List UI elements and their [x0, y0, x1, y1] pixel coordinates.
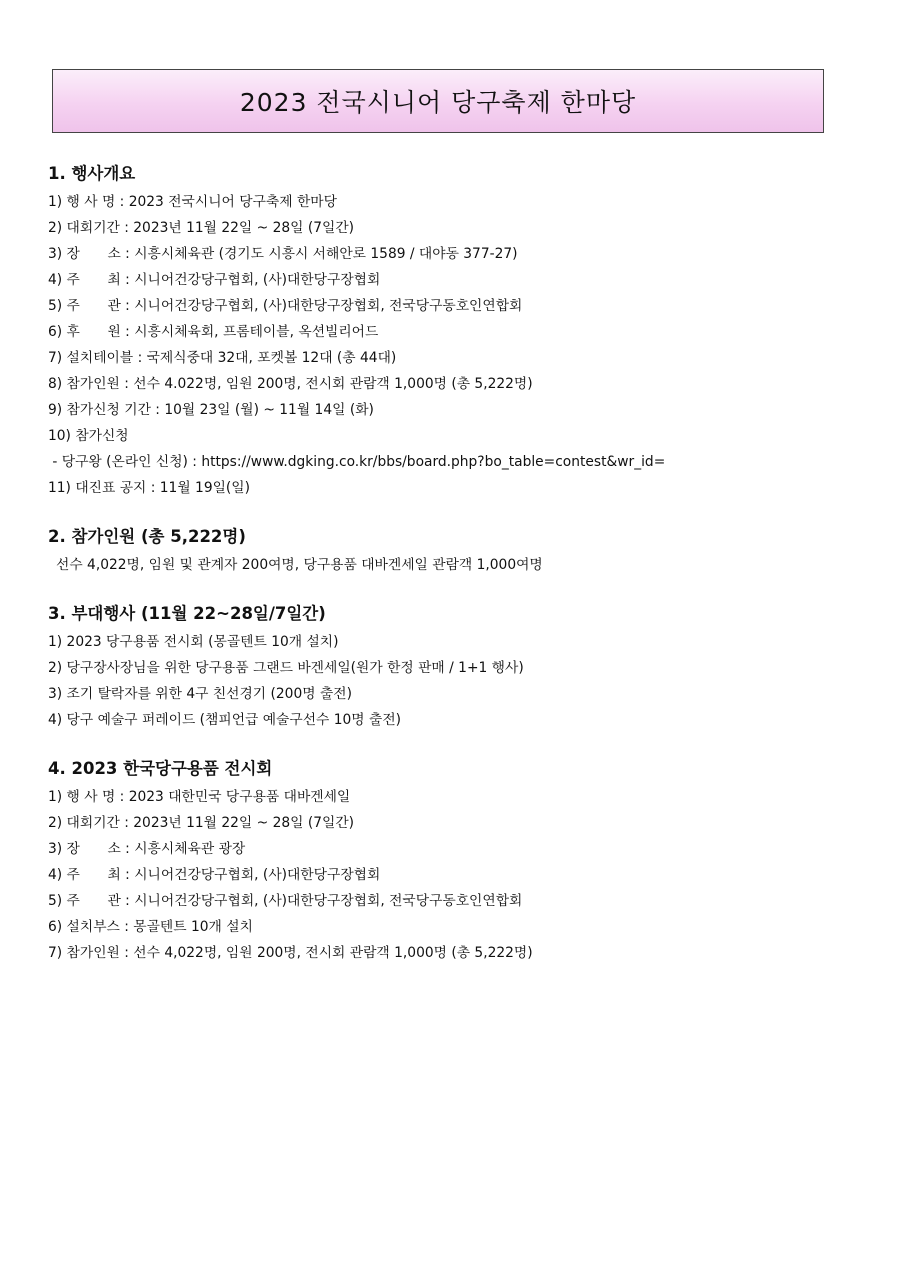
- exhibition-line: 6) 설치부스 : 몽골텐트 10개 설치: [48, 919, 253, 935]
- overview-line: 4) 주 최 : 시니어건강당구협회, (사)대한당구장협회: [48, 272, 381, 288]
- section-heading: 1. 행사개요: [48, 164, 136, 183]
- overview-line: 8) 참가인원 : 선수 4.022명, 임원 200명, 전시회 관람객 1,000명 (총 5,222명): [48, 376, 533, 392]
- exhibition-line: 7) 참가인원 : 선수 4,022명, 임원 200명, 전시회 관람객 1,000명 (총 5,222명): [48, 945, 533, 961]
- overview-line: 9) 참가신청 기간 : 10월 23일 (월) ~ 11월 14일 (화): [48, 402, 374, 418]
- overview-line: 11) 대진표 공지 : 11월 19일(일): [48, 480, 251, 496]
- participants-text: 선수 4,022명, 임원 및 관계자 200여명, 당구용품 대바겐세일 관람객 1,000여명: [56, 557, 543, 573]
- overview-line: 10) 참가신청: [48, 428, 129, 444]
- section-heading: 2. 참가인원 (총 5,222명): [48, 527, 246, 546]
- overview-line: 6) 후 원 : 시흥시체육회, 프롬테이블, 옥션빌리어드: [48, 324, 379, 340]
- overview-line: 7) 설치테이블 : 국제식중대 32대, 포켓볼 12대 (총 44대): [48, 350, 397, 366]
- exhibition-line: 2) 대회기간 : 2023년 11월 22일 ~ 28일 (7일간): [48, 815, 355, 831]
- exhibition-line: 1) 행 사 명 : 2023 대한민국 당구용품 대바겐세일: [48, 789, 351, 805]
- overview-line: 1) 행 사 명 : 2023 전국시니어 당구축제 한마당: [48, 194, 337, 210]
- document-title: 2023 전국시니어 당구축제 한마당: [239, 88, 637, 117]
- side-event-line: 1) 2023 당구용품 전시회 (몽골텐트 10개 설치): [48, 634, 339, 650]
- overview-line: 5) 주 관 : 시니어건강당구협회, (사)대한당구장협회, 전국당구동호인연합회: [48, 298, 523, 314]
- side-event-line: 4) 당구 예술구 퍼레이드 (챔피언급 예술구선수 10명 출전): [48, 712, 402, 728]
- section-exhibition: [48, 755, 868, 966]
- overview-line: 3) 장 소 : 시흥시체육관 (경기도 시흥시 서해안로 1589 / 대야동 377-27): [48, 246, 518, 262]
- section-side-events: [48, 600, 868, 733]
- section-heading: 3. 부대행사 (11월 22~28일/7일간): [48, 604, 326, 623]
- exhibition-line: 4) 주 최 : 시니어건강당구협회, (사)대한당구장협회: [48, 867, 381, 883]
- document-body: [48, 160, 868, 988]
- registration-url-line: - 당구왕 (온라인 신청) : https://www.dgking.co.kr/bbs/board.php?bo_table=contest&wr_id=: [48, 454, 666, 470]
- title-banner: [52, 69, 824, 133]
- section-overview: [48, 160, 868, 501]
- section-participants: [48, 523, 868, 578]
- exhibition-line: 3) 장 소 : 시흥시체육관 광장: [48, 841, 246, 857]
- overview-line: 2) 대회기간 : 2023년 11월 22일 ~ 28일 (7일간): [48, 220, 355, 236]
- side-event-line: 3) 조기 탈락자를 위한 4구 친선경기 (200명 출전): [48, 686, 352, 702]
- section-heading: 4. 2023 한국당구용품 전시회: [48, 759, 273, 778]
- exhibition-line: 5) 주 관 : 시니어건강당구협회, (사)대한당구장협회, 전국당구동호인연합회: [48, 893, 523, 909]
- side-event-line: 2) 당구장사장님을 위한 당구용품 그랜드 바겐세일(원가 한정 판매 / 1+1 행사): [48, 660, 524, 676]
